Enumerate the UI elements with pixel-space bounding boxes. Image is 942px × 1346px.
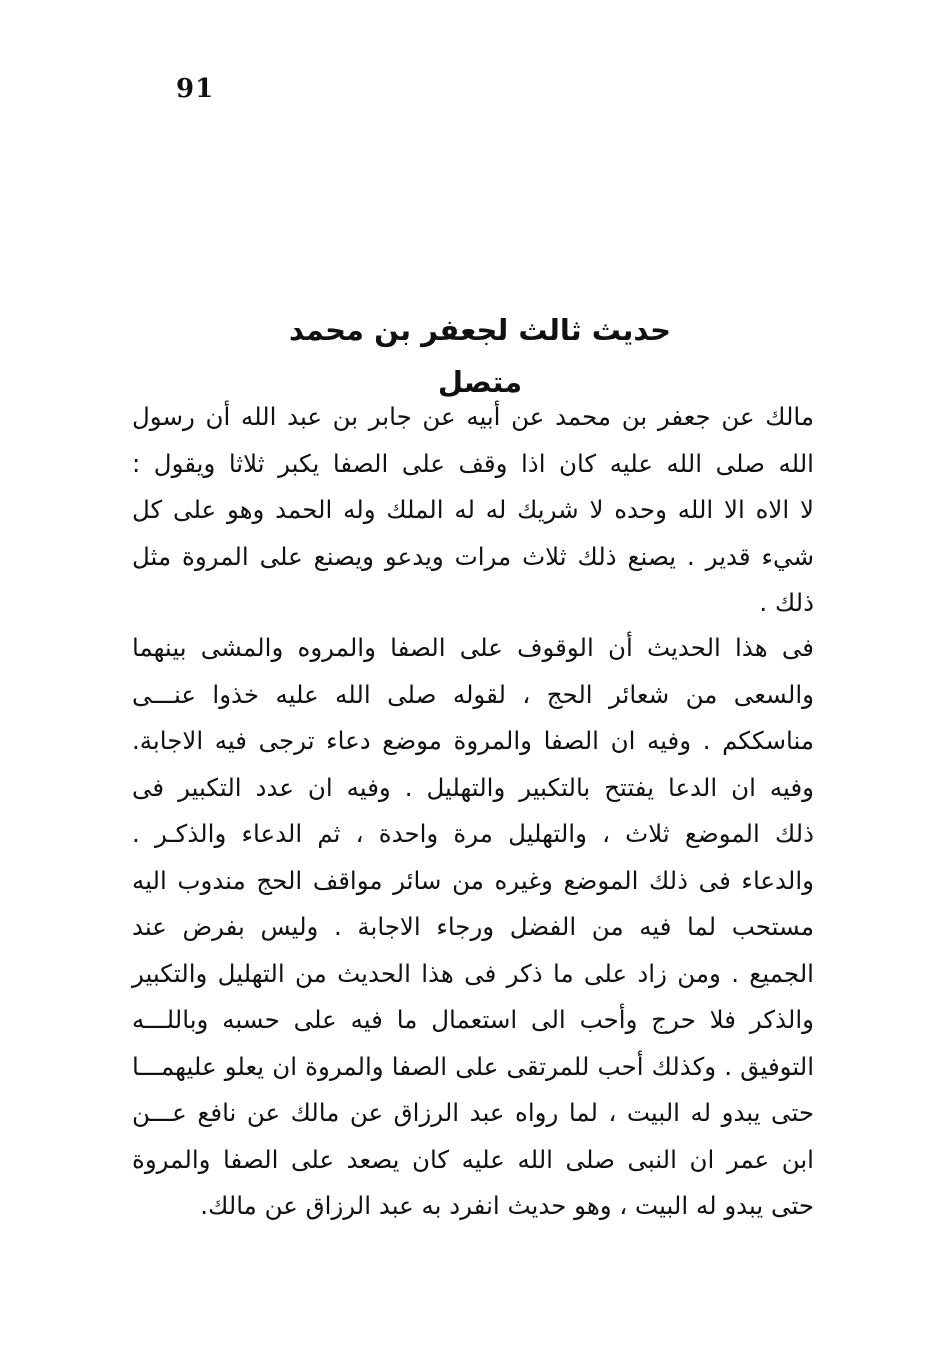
text-line: الجميع . ومن زاد على ما ذكر فى هذا الحديث من التهليل والتكبير bbox=[132, 958, 814, 988]
text-line: ذلك . bbox=[759, 588, 814, 617]
text-line: التوفيق . وكذلك أحب للمرتقى على الصفا والمروة ان يعلو عليهمـــا bbox=[132, 1051, 814, 1081]
page-number: 91 bbox=[176, 74, 215, 104]
text-line: فى هذا الحديث أن الوقوف على الصفا والمروه والمشى بينهما bbox=[132, 633, 814, 662]
text-line: وفيه ان الدعا يفتتح بالتكبير والتهليل . وفيه ان عدد التكبير فى bbox=[132, 772, 814, 802]
text-line: والذكر فلا حرج وأحب الى استعمال ما فيه على حسبه وباللـــه bbox=[132, 1005, 814, 1034]
text-line: حتى يبدو له البيت ، لما رواه عبد الرزاق عن مالك عن نافع عـــن bbox=[132, 1098, 814, 1127]
text-line: والدعاء فى ذلك الموضع وغيره من سائر مواقف الحج مندوب اليه bbox=[132, 865, 814, 895]
text-line: مناسككم . وفيه ان الصفا والمروة موضع دعاء ترجى فيه الاجابة. bbox=[132, 726, 814, 755]
text-line: ابن عمر ان النبى صلى الله عليه كان يصعد على الصفا والمروة bbox=[132, 1144, 814, 1174]
paragraph-1 bbox=[132, 394, 814, 627]
text-line: مستحب لما فيه من الفضل ورجاء الاجابة . وليس بفرض عند bbox=[132, 912, 814, 941]
paragraph-2 bbox=[132, 625, 814, 1230]
text-line: ذلك الموضع ثلاث ، والتهليل مرة واحدة ، ثم الدعاء والذكـر . bbox=[132, 819, 814, 848]
text-line: حتى يبدو له البيت ، وهو حديث انفرد به عبد الرزاق عن مالك. bbox=[200, 1191, 814, 1220]
text-line: الله صلى الله عليه كان اذا وقف على الصفا يكبر ثلاثا ويقول : bbox=[132, 448, 814, 478]
text-line: لا الاه الا الله وحده لا شريك له له الملك وله الحمد وهو على كل bbox=[132, 495, 814, 524]
section-heading: حديث ثالث لجعفر بن محمد متصل bbox=[288, 313, 672, 399]
text-line: مالك عن جعفر بن محمد عن أبيه عن جابر بن عبد الله أن رسول bbox=[132, 402, 814, 431]
text-line: شيء قدير . يصنع ذلك ثلاث مرات ويدعو ويصنع على المروة مثل bbox=[132, 541, 814, 571]
text-line: والسعى من شعائر الحج ، لقوله صلى الله عليه خذوا عنـــى bbox=[132, 679, 814, 709]
